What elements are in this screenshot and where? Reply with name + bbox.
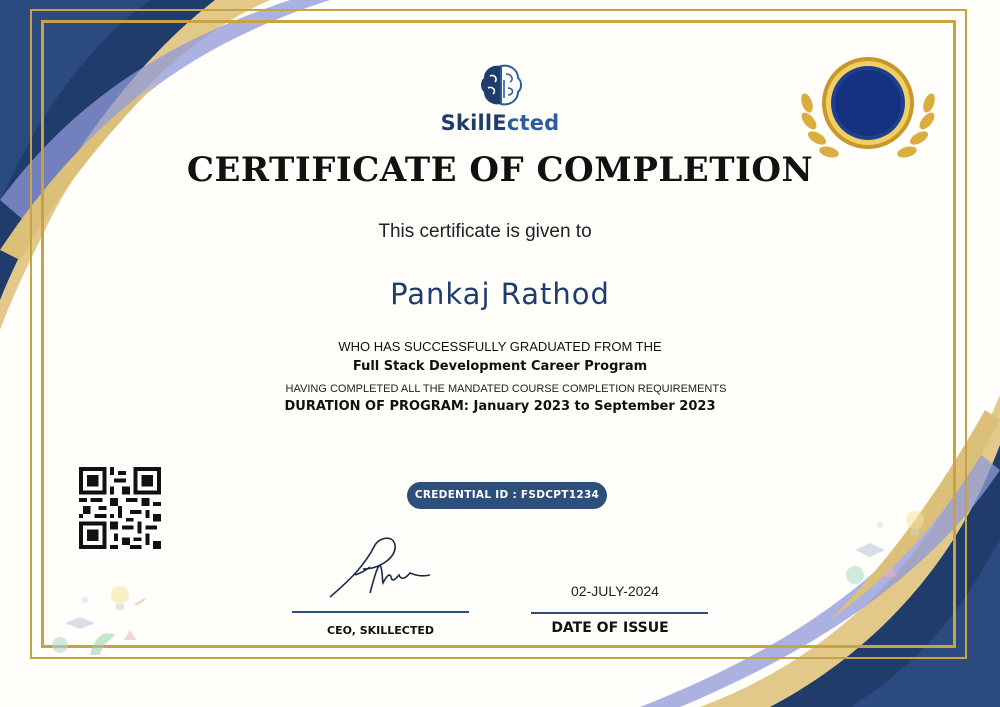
brand-name-part2: cted: [506, 111, 560, 135]
science-doodle-icon: [840, 505, 940, 595]
brain-icon: [478, 62, 524, 110]
signatory-title: CEO, SKILLECTED: [327, 624, 434, 637]
education-doodle-icon: [40, 575, 160, 660]
date-of-issue-label: DATE OF ISSUE: [551, 620, 669, 636]
requirements-line: HAVING COMPLETED ALL THE MANDATED COURSE COMPLETION REQUIREMENTS: [285, 383, 727, 395]
qr-code-icon[interactable]: [79, 467, 161, 549]
recipient-name: Pankaj Rathod: [390, 277, 610, 311]
ceo-signature: [325, 535, 435, 605]
duration-line: DURATION OF PROGRAM: January 2023 to September 2023: [284, 399, 716, 414]
brand-name-part1: SkillE: [440, 111, 507, 135]
date-line: [531, 612, 708, 614]
credential-id-badge: CREDENTIAL ID : FSDCPT1234: [407, 482, 607, 509]
certificate-title: CERTIFICATE OF COMPLETION: [186, 150, 814, 190]
issue-date: 02-JULY-2024: [571, 583, 659, 599]
signature-line: [292, 611, 469, 613]
given-to-label: This certificate is given to: [378, 221, 592, 242]
program-name: Full Stack Development Career Program: [352, 359, 648, 374]
graduated-line: WHO HAS SUCCESSFULLY GRADUATED FROM THE: [338, 339, 662, 354]
